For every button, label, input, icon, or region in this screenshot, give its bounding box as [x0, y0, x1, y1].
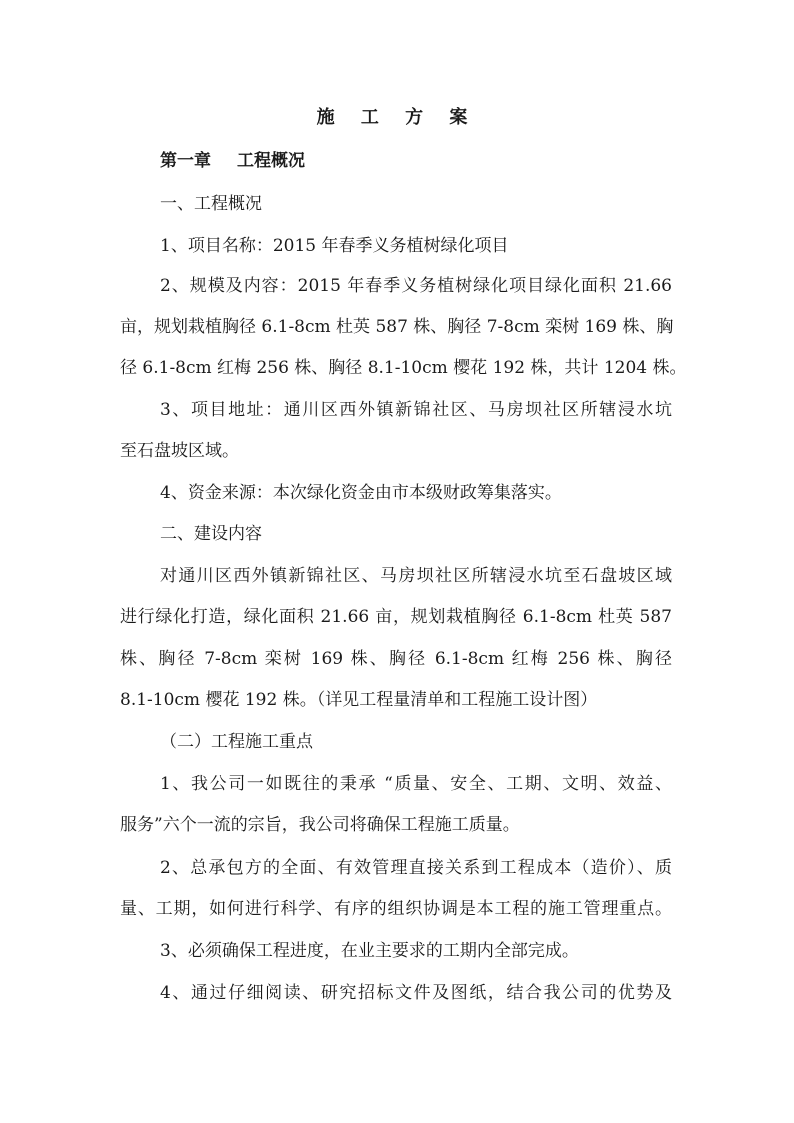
paragraph-line: 2、规模及内容：2015 年春季义务植树绿化项目绿化面积 21.66	[160, 276, 672, 296]
paragraph-line: 至石盘坡区域。	[120, 441, 239, 461]
paragraph-line: 1、我公司一如既往的秉承 “质量、安全、工期、文明、效益、	[160, 774, 672, 794]
paragraph-line: 进行绿化打造，绿化面积 21.66 亩，规划栽植胸径 6.1-8cm 杜英 587	[120, 607, 672, 627]
section-heading-overview: 一、工程概况	[160, 194, 262, 214]
paragraph-line: 对通川区西外镇新锦社区、马房坝社区所辖浸水坑至石盘坡区域	[160, 566, 672, 586]
paragraph-line: 8.1-10cm 樱花 192 株。（详见工程量清单和工程施工设计图）	[120, 690, 598, 710]
paragraph-line: 径 6.1-8cm 红梅 256 株、胸径 8.1-10cm 樱花 192 株，共计 1204 株。	[120, 358, 687, 378]
section-heading-key-points: （二）工程施工重点	[160, 732, 313, 752]
document-title: 施 工 方 案	[316, 107, 478, 128]
paragraph-line: 3、项目地址：通川区西外镇新锦社区、马房坝社区所辖浸水坑	[160, 400, 672, 420]
paragraph-line: 3、必须确保工程进度，在业主要求的工期内全部完成。	[160, 941, 579, 961]
paragraph-line: 4、资金来源：本次绿化资金由市本级财政筹集落实。	[160, 483, 562, 503]
paragraph-line: 2、总承包方的全面、有效管理直接关系到工程成本（造价）、质	[160, 858, 672, 878]
chapter-number: 第一章	[160, 151, 211, 171]
paragraph-line: 1、项目名称：2015 年春季义务植树绿化项目	[160, 236, 509, 256]
chapter-title: 工程概况	[237, 151, 305, 171]
paragraph-line: 量、工期，如何进行科学、有序的组织协调是本工程的施工管理重点。	[120, 899, 672, 919]
chapter-heading	[160, 148, 305, 174]
section-heading-construction: 二、建设内容	[160, 524, 262, 544]
paragraph-line: 亩，规划栽植胸径 6.1-8cm 杜英 587 株、胸径 7-8cm 栾树 169 株、胸	[120, 317, 674, 337]
paragraph-line: 株、胸径 7-8cm 栾树 169 株、胸径 6.1-8cm 红梅 256 株、胸径	[120, 649, 672, 669]
paragraph-line: 服务”六个一流的宗旨，我公司将确保工程施工质量。	[120, 815, 520, 835]
paragraph-line: 4、通过仔细阅读、研究招标文件及图纸，结合我公司的优势及	[160, 983, 672, 1003]
